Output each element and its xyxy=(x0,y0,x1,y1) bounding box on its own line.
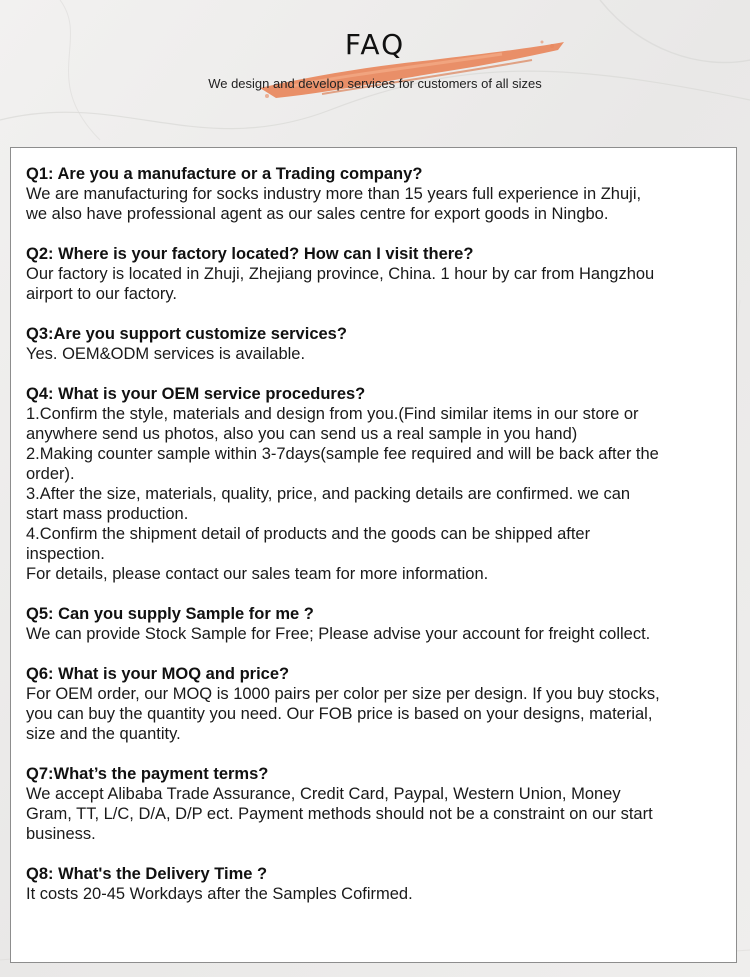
faq-answer-line: 4.Confirm the shipment detail of products and the goods can be shipped after xyxy=(26,525,591,543)
faq-answer-line: you can buy the quantity you need. Our FOB price is based on your designs, material, xyxy=(26,705,653,723)
faq-answer-line: anywhere send us photos, also you can send us a real sample in you hand) xyxy=(26,425,578,443)
faq-answer-line: 1.Confirm the style, materials and design from you.(Find similar items in our store or xyxy=(26,405,639,423)
faq-answer-line: size and the quantity. xyxy=(26,725,181,743)
faq-answer-line: business. xyxy=(26,825,96,843)
faq-answer-line: We are manufacturing for socks industry more than 15 years full experience in Zhuji, xyxy=(26,185,642,203)
faq-question: Q5: Can you supply Sample for me ? xyxy=(26,605,314,623)
faq-list xyxy=(26,164,726,924)
faq-question: Q8: What's the Delivery Time ? xyxy=(26,865,268,883)
faq-answer-line: order). xyxy=(26,465,75,483)
faq-question: Q1: Are you a manufacture or a Trading company? xyxy=(26,165,423,183)
faq-item xyxy=(26,324,726,364)
faq-item xyxy=(26,604,726,644)
faq-answer-line: airport to our factory. xyxy=(26,285,178,303)
faq-answer-line: Our factory is located in Zhuji, Zhejiang province, China. 1 hour by car from Hangzhou xyxy=(26,265,655,283)
faq-header xyxy=(0,0,750,140)
faq-item xyxy=(26,764,726,844)
faq-question: Q4: What is your OEM service procedures? xyxy=(26,385,366,403)
faq-item xyxy=(26,164,726,224)
faq-question: Q2: Where is your factory located? How can I visit there? xyxy=(26,245,474,263)
faq-answer-line: inspection. xyxy=(26,545,105,563)
faq-question: Q7:What’s the payment terms? xyxy=(26,765,269,783)
faq-answer-line: We can provide Stock Sample for Free; Please advise your account for freight collect. xyxy=(26,625,651,643)
faq-answer-line: It costs 20-45 Workdays after the Samples Cofirmed. xyxy=(26,885,413,903)
faq-answer-line: We accept Alibaba Trade Assurance, Credit Card, Paypal, Western Union, Money xyxy=(26,785,621,803)
faq-answer-line: For details, please contact our sales team for more information. xyxy=(26,565,489,583)
faq-question: Q3:Are you support customize services? xyxy=(26,325,347,343)
faq-answer-line: start mass production. xyxy=(26,505,189,523)
faq-answer-line: 2.Making counter sample within 3-7days(sample fee required and will be back after the xyxy=(26,445,659,463)
faq-answer-line: For OEM order, our MOQ is 1000 pairs per color per size per design. If you buy stocks, xyxy=(26,685,660,703)
page-subtitle: We design and develop services for customers of all sizes xyxy=(208,76,542,91)
faq-answer-line: 3.After the size, materials, quality, price, and packing details are confirmed. we can xyxy=(26,485,631,503)
faq-item xyxy=(26,384,726,584)
page-title: FAQ xyxy=(344,28,406,61)
faq-item xyxy=(26,864,726,904)
faq-answer-line: we also have professional agent as our sales centre for export goods in Ningbo. xyxy=(26,205,609,223)
faq-card xyxy=(10,147,737,963)
faq-item xyxy=(26,244,726,304)
faq-answer-line: Gram, TT, L/C, D/A, D/P ect. Payment methods should not be a constraint on our start xyxy=(26,805,653,823)
faq-question: Q6: What is your MOQ and price? xyxy=(26,665,290,683)
faq-item xyxy=(26,664,726,744)
faq-answer-line: Yes. OEM&ODM services is available. xyxy=(26,345,306,363)
